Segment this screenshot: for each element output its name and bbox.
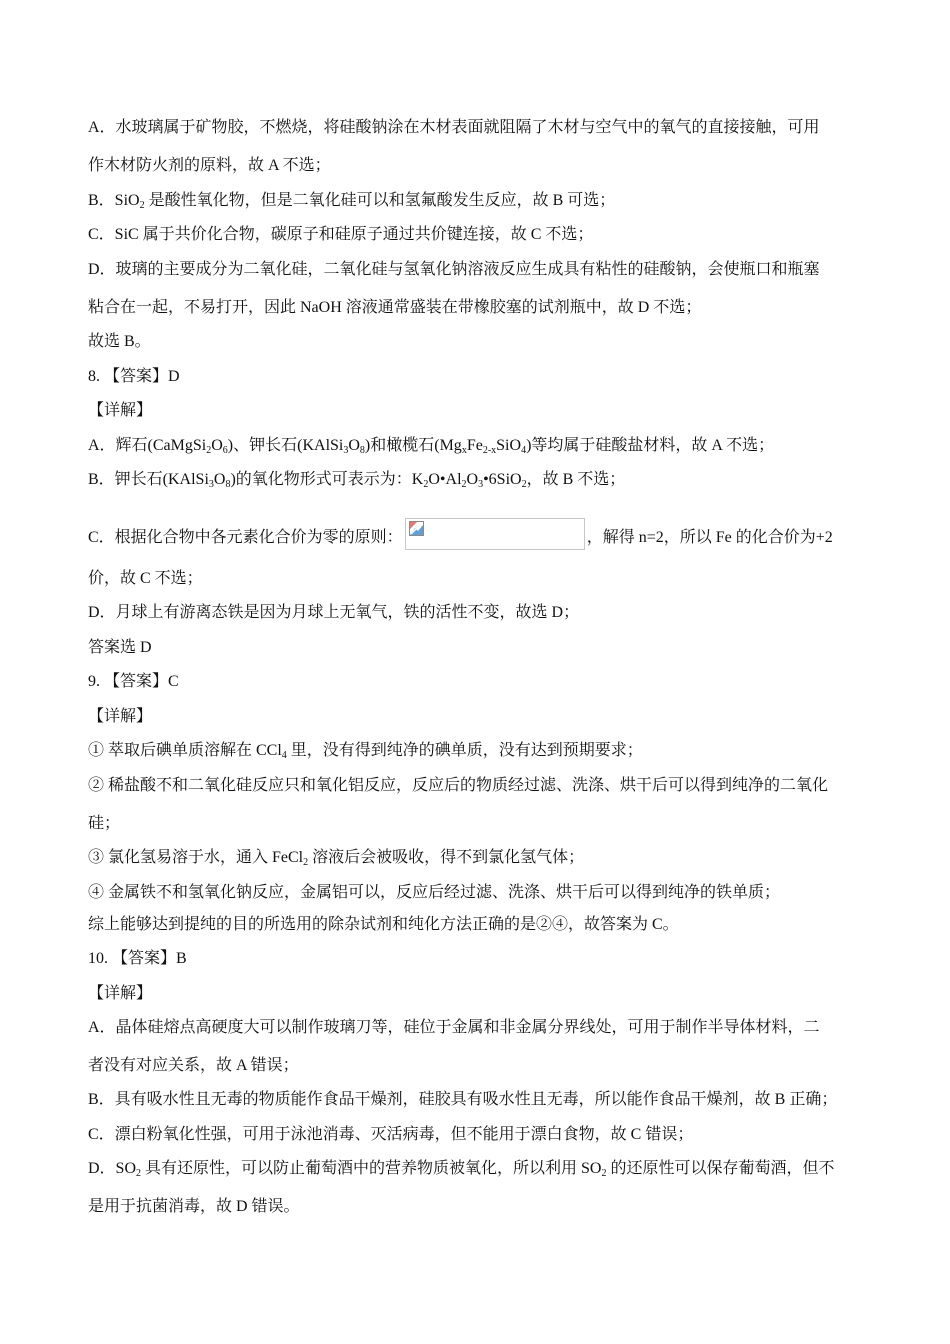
q8-option-a: A．辉石$(CaMgSi_2O_6)$、钾长石$(KAlSi_3O_8)$和橄榄石$(Mg_xFe_{2-x}SiO_4)$等均属于硅酸盐材料，故 A 不选； [88,437,775,456]
q9-answer-header: 9. 【答案】C [88,673,179,690]
broken-image-placeholder [405,518,585,550]
q9-item-3: ③ 氯化氢易溶于水，通入 FeCl$_2$ 溶液后会被吸收，得不到氯化氢气体； [88,849,585,868]
q8-conclusion: 答案选 D [88,639,152,656]
q10-option-b: B．具有吸水性且无毒的物质能作食品干燥剂，硅胶具有吸水性且无毒，所以能作食品干燥剂，故 B 正确； [88,1091,838,1108]
q7-option-a-line1: A．水玻璃属于矿物胶，不燃烧，将硅酸钠涂在木材表面就阻隔了木材与空气中的氧气的直接接触，可用 [88,119,820,136]
q10-option-d-line2: 是用于抗菌消毒，故 D 错误。 [88,1198,300,1215]
q9-item-4: ④ 金属铁不和氢氧化钠反应，金属铝可以，反应后经过滤、洗涤、烘干后可以得到纯净的铁单质； [88,884,781,901]
q8-detail-heading: 【详解】 [88,402,153,419]
q10-option-a-line1: A．晶体硅熔点高硬度大可以制作玻璃刀等，硅位于金属和非金属分界线处，可用于制作半导体材料，二 [88,1019,820,1036]
q7-option-d-line1: D．玻璃的主要成分为二氧化硅，二氧化硅与氢氧化钠溶液反应生成具有粘性的硅酸钠，会使瓶口和瓶塞 [88,261,820,278]
q7-conclusion: 故选 B。 [88,333,151,350]
q8-option-b: B．钾长石$(KAlSi_3O_8)$的氧化物形式可表示为：$K_2O•Al_2O_3•6SiO_2$，故 B 不选； [88,471,626,490]
q10-option-c: C．漂白粉氧化性强，可用于泳池消毒、灭活病毒，但不能用于漂白食物，故 C 错误； [88,1126,694,1143]
q9-item-2-line2: 硅； [88,815,121,832]
q7-option-a-line2: 作木材防火剂的原料，故 A 不选； [88,157,331,174]
q8-option-c-line2: 价，故 C 不选； [88,570,203,587]
q7-option-c: C．SiC 属于共价化合物，碳原子和硅原子通过共价键连接，故 C 不选； [88,226,594,243]
q9-item-1: ① 萃取后碘单质溶解在 CCl$_4$ 里，没有得到纯净的碘单质，没有达到预期要求； [88,742,643,761]
q9-item-2-line1: ② 稀盐酸不和二氧化硅反应只和氧化铝反应，反应后的物质经过滤、洗涤、烘干后可以得到纯净的二氧化 [88,777,829,794]
q7-option-b: B．SiO$_2$ 是酸性氧化物，但是二氧化硅可以和氢氟酸发生反应，故 B 可选； [88,192,616,211]
q8-option-c-line1: C．根据化合物中各元素化合价为零的原则： ，解得 n=2，所以 Fe 的化合价为+2 [88,518,833,538]
q10-detail-heading: 【详解】 [88,985,153,1002]
q8-answer-header: 8. 【答案】D [88,368,180,385]
q10-option-a-line2: 者没有对应关系，故 A 错误； [88,1057,299,1074]
q8-option-d: D．月球上有游离态铁是因为月球上无氧气，铁的活性不变，故选 D； [88,604,580,621]
q9-conclusion: 综上能够达到提纯的目的所选用的除杂试剂和纯化方法正确的是②④，故答案为 C。 [88,916,679,933]
q9-detail-heading: 【详解】 [88,708,153,725]
q7-option-d-line2: 粘合在一起，不易打开，因此 NaOH 溶液通常盛装在带橡胶塞的试剂瓶中，故 D 不选； [88,299,702,316]
broken-image-icon [409,521,424,536]
q10-option-d-line1: D．$SO_2$ 具有还原性，可以防止葡萄酒中的营养物质被氧化，所以利用 $SO_2$ 的还原性可以保存葡萄酒，但不 [88,1160,835,1179]
q10-answer-header: 10. 【答案】B [88,950,187,967]
